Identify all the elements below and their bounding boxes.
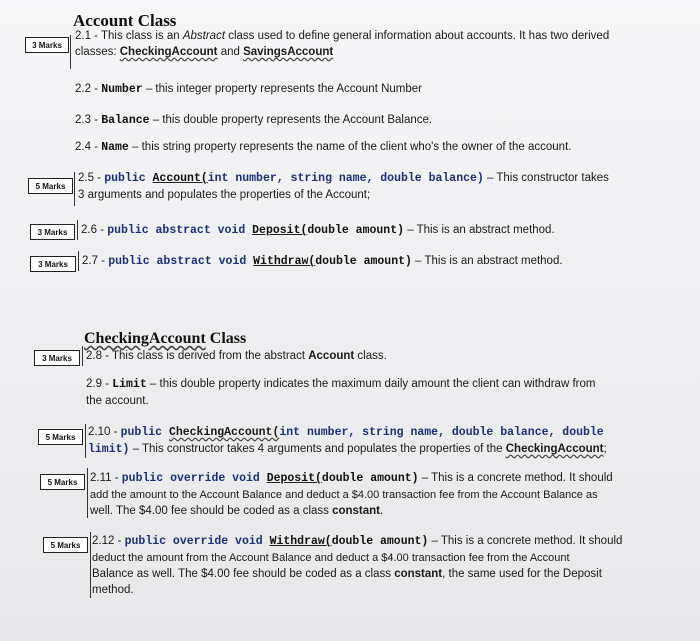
bracket-2-7 [78, 251, 79, 271]
item-2-5-line1: 2.5 - public Account(int number, string name, double balance) – This constructor takes [78, 172, 609, 185]
marks-badge-2-5: 5 Marks [28, 178, 73, 194]
checking-class-heading: CheckingAccount Class [84, 330, 247, 347]
item-2-8: 2.8 - This class is derived from the abstract Account class. [86, 350, 387, 362]
bracket-2-5 [74, 172, 75, 206]
marks-badge-2-6: 3 Marks [30, 224, 75, 240]
marks-badge-2-11: 5 Marks [40, 474, 85, 490]
item-2-1 [75, 28, 675, 60]
marks-badge-2-7: 3 Marks [30, 256, 76, 272]
code-balance: Balance [101, 114, 150, 127]
item-2-1-line2: classes: CheckingAccount and SavingsAccount [75, 46, 334, 58]
item-2-9-line2: the account. [86, 395, 149, 407]
bracket-2-12 [90, 532, 91, 598]
marks-badge-2-12: 5 Marks [43, 537, 88, 553]
bracket-2-6 [77, 220, 78, 240]
marks-badge-2-1: 3 Marks [25, 37, 69, 53]
item-2-11-line3: well. The $4.00 fee should be coded as a class constant. [90, 505, 384, 517]
item-2-5-line2: 3 arguments and populates the properties of the Account; [78, 189, 371, 201]
item-2-9-line1: 2.9 - Limit – this double property indicates the maximum daily amount the client can withdraw from [86, 378, 596, 391]
item-2-12 [92, 533, 692, 598]
item-2-7: 2.7 - public abstract void Withdraw(double amount) – This is an abstract method. [82, 255, 563, 268]
bracket-2-8 [82, 346, 83, 366]
item-2-10 [88, 424, 693, 458]
code-number: Number [101, 83, 143, 96]
item-2-4: 2.4 - Name – this string property represents the name of the client who's the owner of the account. [75, 141, 572, 154]
item-2-10-line2: limit) – This constructor takes 4 arguments and populates the properties of the CheckingAccount; [88, 443, 607, 456]
item-2-9 [86, 376, 666, 409]
item-2-6: 2.6 - public abstract void Deposit(double amount) – This is an abstract method. [81, 224, 555, 237]
item-2-11-line1: 2.11 - public override void Deposit(double amount) – This is a concrete method. It should [90, 472, 613, 485]
item-2-10-line1: 2.10 - public CheckingAccount(int number, string name, double balance, double [88, 426, 604, 439]
code-limit: Limit [112, 378, 147, 391]
heading-text: Account Class [73, 11, 177, 30]
bracket-2-11 [87, 468, 88, 518]
marks-badge-2-8: 3 Marks [34, 350, 80, 366]
ctor-checking: CheckingAccount( [168, 426, 280, 439]
item-2-11 [90, 470, 690, 519]
item-2-1-line1: 2.1 - This class is an Abstract class used to define general information about accounts. It has two derived [75, 30, 610, 42]
class-ref-savings: SavingsAccount [243, 46, 334, 58]
class-ref-checking: CheckingAccount [119, 46, 218, 58]
item-2-12-line4: method. [92, 584, 134, 596]
item-2-12-line3: Balance as well. The $4.00 fee should be coded as a class constant, the same used for the Deposit [92, 568, 602, 580]
bracket-2-10 [85, 424, 86, 458]
override-withdraw: Withdraw( [269, 535, 332, 548]
override-deposit: Deposit( [266, 472, 322, 485]
item-2-12-line1: 2.12 - public override void Withdraw(double amount) – This is a concrete method. It should [92, 535, 623, 548]
method-withdraw: Withdraw( [253, 255, 316, 268]
item-2-12-line2: deduct the amount from the Account Balance and deduct a $4.00 transaction fee from the Account [92, 552, 570, 564]
item-2-5 [78, 170, 688, 203]
item-2-2: 2.2 - Number – this integer property represents the Account Number [75, 83, 422, 96]
marks-badge-2-10: 5 Marks [38, 429, 83, 445]
method-deposit: Deposit( [252, 224, 308, 237]
ctor-account: Account( [152, 172, 208, 185]
item-2-11-line2: add the amount to the Account Balance and deduct a $4.00 transaction fee from the Account Balance as [90, 489, 598, 501]
item-2-3: 2.3 - Balance – this double property represents the Account Balance. [75, 114, 433, 127]
bracket-2-1 [70, 35, 71, 69]
code-name: Name [101, 141, 129, 154]
